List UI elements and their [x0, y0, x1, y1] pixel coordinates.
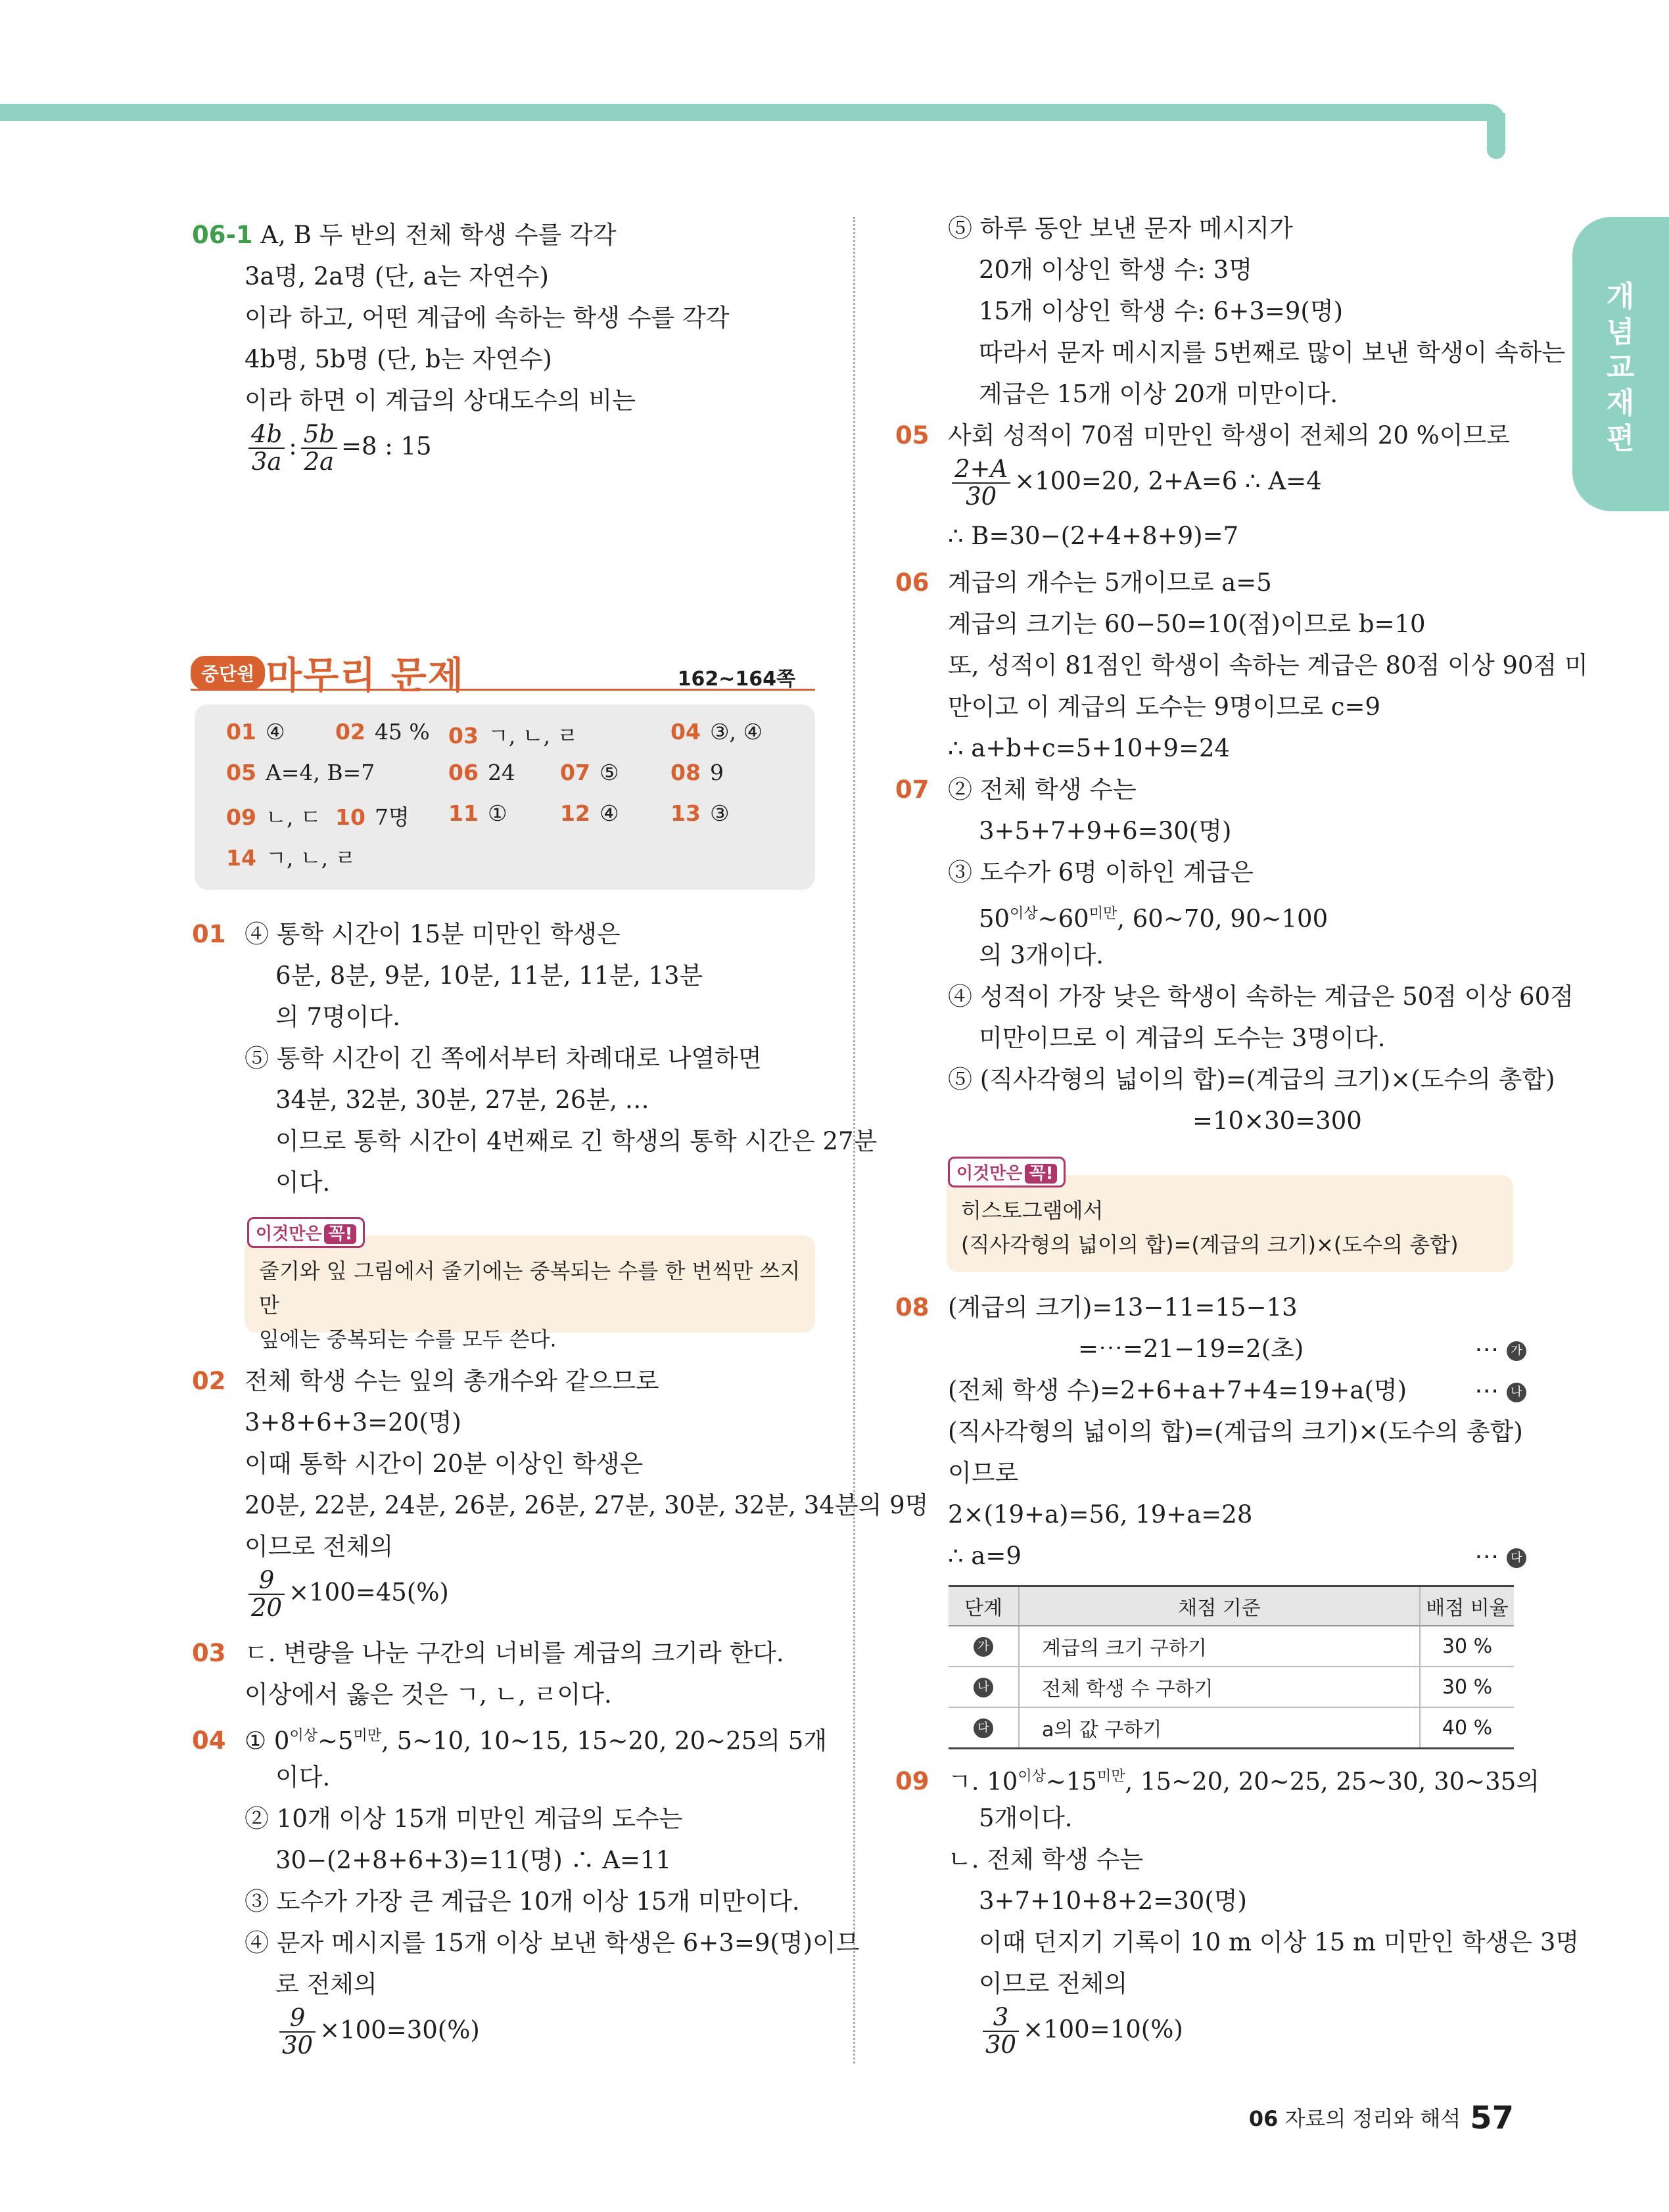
- step-marker: 가: [1507, 1341, 1526, 1361]
- top-rule-corner: [1487, 113, 1505, 159]
- page-number: 57: [1470, 2100, 1514, 2136]
- fraction: $\frac{9}{20}$: [248, 1567, 285, 1621]
- tip-label: 이것만은 꼭!: [247, 1217, 365, 1248]
- answer-item: 01 ④: [226, 719, 285, 745]
- side-tab[interactable]: [1572, 217, 1669, 511]
- solution-07: 07 ② 전체 학생 수는 3+5+7+9+6=30(명) ③ 도수가 6명 이하인 계급은 $50^{이상}\sim 60^{미만}$, 60~70, 90~100 의 3개이다. ④ 성적이 가장 낮은 학생이 속하는 계급은 50점 이상 60점 미만이므로 이 계급의 도수는 3명이다. ⑤ (직사각형의 넓이의 합)=(계급의 크기)×(도수의 총합) =10×30=300: [895, 775, 1574, 1135]
- grading-table: 단계 채점 기준 배점 비율 가 계급의 크기 구하기 30 % 나 전체 학생 수 구하기 30 % 다 a의 값 구하기 40 %: [949, 1585, 1514, 1749]
- tip-box: 이것만은 꼭! 히스토그램에서 (직사각형의 넓이의 합)=(계급의 크기)×(도수의 총합): [947, 1175, 1513, 1272]
- review-title: 마무리 문제: [266, 655, 465, 697]
- fraction: $\frac{4b}{3a}$: [248, 421, 285, 475]
- answer-item: 07 ⑤: [560, 760, 619, 785]
- solution-01: 01 ④ 통학 시간이 15분 미만인 학생은 6분, 8분, 9분, 10분, 11분, 11분, 13분 의 7명이다. ⑤ 통학 시간이 긴 쪽에서부터 차례대로 나열하면 34분, 32분, 30분, 27분, 26분, … 이므로 통학 시간이 4번째로 긴 학생의 통학 시간은 27분 이다.: [192, 920, 878, 1197]
- table-row: 가 계급의 크기 구하기 30 %: [949, 1626, 1514, 1667]
- solution-05: 05 사회 성적이 70점 미만인 학생이 전체의 20 %이므로 $\frac{2+A}{30}$ ×100=20, 2+A=6 ∴ A=4 ∴ B=30−(2+4+8+9)=7: [895, 421, 1511, 550]
- table-row: 나 전체 학생 수 구하기 30 %: [949, 1667, 1514, 1707]
- answer-item: 14 ㄱ, ㄴ, ㄹ: [226, 845, 356, 871]
- top-rule: [0, 104, 1505, 121]
- table-row: 다 a의 값 구하기 40 %: [949, 1707, 1514, 1749]
- step-marker: 나: [1507, 1383, 1526, 1402]
- step-marker: 다: [1507, 1548, 1526, 1568]
- review-pages: 162~164쪽: [677, 668, 795, 691]
- answer-item: 09 ㄴ, ㄷ: [226, 804, 321, 830]
- answer-item: 08 9: [670, 760, 724, 785]
- solution-06: 06 계급의 개수는 5개이므로 a=5 계급의 크기는 60−50=10(점)이므로 b=10 또, 성적이 81점인 학생이 속하는 계급은 80점 이상 90점 미 만이고 이 계급의 도수는 9명이므로 c=9 ∴ a+b+c=5+10+9=24: [895, 568, 1588, 762]
- solution-02: 02 전체 학생 수는 잎의 총개수와 같으므로 3+8+6+3=20(명) 이때 통학 시간이 20분 이상인 학생은 20분, 22분, 24분, 26분, 26분, 27분, 30분, 32분, 34분의 9명 이므로 전체의 $\frac{9}{20}$ ×100=45(%): [192, 1367, 929, 1622]
- review-badge: 중단원: [191, 656, 265, 690]
- fraction: $\frac{9}{30}$: [279, 2005, 316, 2059]
- fraction: $\frac{5b}{2a}$: [301, 421, 337, 475]
- fraction: $\frac{2+A}{30}$: [952, 456, 1010, 510]
- solution-08: 08 (계급의 크기)=13−11=15−13 =⋯=21−19=2(초) ⋯ 가 (전체 학생 수)=2+6+a+7+4=19+a(명) ⋯ 나 (직사각형의 넓이의 합)=(계급의 크기)×(도수의 총합) 이므로 2×(19+a)=56, 19+a=28 ∴ a=9 ⋯ 다: [895, 1287, 1526, 1577]
- answer-item: 02 45 %: [335, 719, 430, 745]
- problem-06-1: 06-1 A, B 두 반의 전체 학생 수를 각각 3a명, 2a명 (단, a는 자연수) 이라 하고, 어떤 계급에 속하는 학생 수를 각각 4b명, 5b명 (단, b는 자연수) 이라 하면 이 계급의 상대도수의 비는 $\frac{4b}{3a}$ : $\frac{5b}{2a}$ =8 : 15: [192, 214, 823, 480]
- solution-09: 09 ㄱ. $10^{이상}\sim 15^{미만}$, 15~20, 20~25, 25~30, 30~35의 5개이다. ㄴ. 전체 학생 수는 3+7+10+8+2=30(명) 이때 던지기 기록이 10 m 이상 15 m 미만인 학생은 3명 이므로 전체의 $\frac{3}{30}$ ×100=10(%): [895, 1767, 1580, 2059]
- solution-03: 03 ㄷ. 변량을 나눈 구간의 너비를 계급의 크기라 한다. 이상에서 옳은 것은 ㄱ, ㄴ, ㄹ이다.: [192, 1639, 784, 1709]
- page-footer: 06 자료의 정리와 해석 57: [1248, 2100, 1514, 2136]
- answer-item: 10 7명: [335, 804, 410, 830]
- answer-item: 04 ③, ④: [670, 719, 763, 745]
- answer-box: [195, 704, 815, 890]
- answer-item: 05 A=4, B=7: [226, 760, 375, 785]
- tip-label: 이것만은 꼭!: [948, 1157, 1066, 1187]
- answer-item: 06 24: [448, 760, 515, 785]
- problem-number: 06-1: [192, 221, 253, 249]
- solution-04-cont: ⑤ 하루 동안 보낸 문자 메시지가 20개 이상인 학생 수: 3명 15개 이상인 학생 수: 6+3=9(명) 따라서 문자 메시지를 5번째로 많이 보낸 학생이 속하는 계급은 15개 이상 20개 미만이다.: [948, 214, 1566, 408]
- side-tab-label: 개념교재편: [1606, 280, 1635, 455]
- answer-item: 13 ③: [670, 800, 730, 826]
- fraction: $\frac{3}{30}$: [983, 2004, 1019, 2058]
- answer-item: 11 ①: [448, 800, 507, 826]
- review-header: [191, 651, 815, 697]
- solution-04: 04 ① $0^{이상}\sim 5^{미만}$, 5~10, 10~15, 15~20, 20~25의 5개 이다. ② 10개 이상 15개 미만인 계급의 도수는 30−(2+8+6+3)=11(명) ∴ A=11 ③ 도수가 가장 큰 계급은 10개 이상 15개 미만이다. ④ 문자 메시지를 15개 이상 보낸 학생은 6+3=9(명)이므 로 전체의 $\frac{9}{30}$ ×100=30(%): [192, 1726, 860, 2060]
- answer-item: 12 ④: [560, 800, 619, 826]
- answer-item: 03 ㄱ, ㄴ, ㄹ: [448, 723, 578, 749]
- tip-box: 이것만은 꼭! 줄기와 잎 그림에서 줄기에는 중복되는 수를 한 번씩만 쓰지만 잎에는 중복되는 수를 모두 쓴다.: [245, 1235, 815, 1333]
